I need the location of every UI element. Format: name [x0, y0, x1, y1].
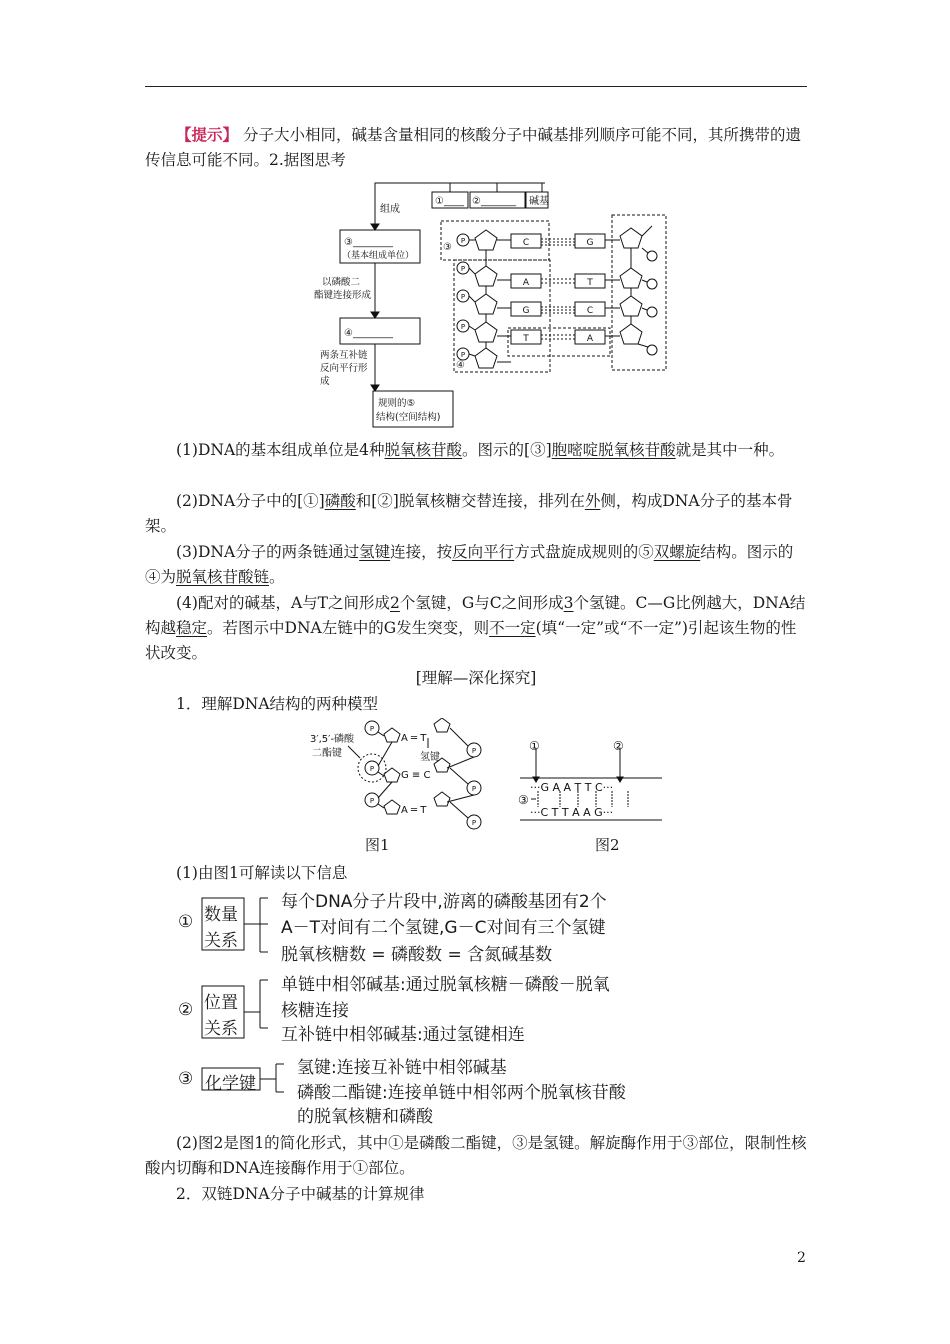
phosphate-icon: P: [460, 351, 466, 359]
answer-blank: 胞嘧啶脱氧核苷酸: [551, 441, 676, 459]
step-phospho-1: 以磷酸二: [322, 277, 361, 288]
phosphate-icon: P: [471, 819, 477, 827]
sys2-line-1: 单链中相邻碱基:通过脱氧核糖－磷酸－脱氧: [281, 975, 610, 995]
figure-1-read: (1)由图1可解读以下信息: [176, 864, 348, 882]
answer-blank: 双螺旋: [653, 543, 701, 561]
sys1-line-2: A－T对间有二个氢键,G－C对间有三个氢键: [281, 918, 606, 938]
figure-1-caption: 图1: [365, 836, 390, 854]
box-3-line-1: ③________: [344, 237, 393, 248]
step-phospho-2: 酯键连接形成: [314, 290, 372, 301]
sys3-line-3: 的脱氧核糖和磷酸: [297, 1107, 433, 1127]
left-base-c: C: [522, 238, 530, 248]
fig1-label-2: 二酯键: [312, 748, 342, 759]
phosphate-icon: P: [460, 323, 466, 331]
fig1-label-1: 3′,5′-磷酸: [310, 734, 355, 745]
fig2-mark-3: ③: [518, 793, 529, 807]
page-number: 2: [797, 1250, 806, 1266]
fig2-mark-2: ②: [613, 739, 624, 753]
fig2-top-strand: ···G A A T T C···: [530, 781, 614, 794]
step-pair-3: 成: [320, 376, 330, 387]
right-base-c: C: [586, 306, 594, 316]
answer-1: (1)DNA的基本组成单位是4种脱氧核苷酸。图示的[③]胞嘧啶脱氧核苷酸就是其中一种。: [176, 441, 785, 459]
dna-structure-figure: [300, 178, 680, 438]
phosphate-icon: P: [369, 797, 375, 805]
fig1-pair-1: A ═ T: [401, 733, 427, 744]
box-3-line-2: （基本组成单位）: [342, 251, 415, 261]
sys2-number: ②: [178, 1000, 194, 1020]
answer-blank: 脱氧核苷酸: [384, 441, 463, 459]
phosphate-icon: P: [460, 265, 466, 273]
box-1-label: ①____: [435, 196, 464, 207]
box-5-line-1: 规则的⑤: [378, 398, 416, 409]
answer-blank: 磷酸: [324, 492, 356, 510]
fig1-pair-2: G ≡ C: [401, 770, 431, 781]
box-4-label: ④________: [344, 328, 393, 339]
right-base-a: A: [586, 334, 594, 344]
arrow-compose-label: 组成: [380, 204, 400, 215]
box-2-label: ②_______: [472, 196, 516, 207]
phosphate-icon: P: [460, 237, 466, 245]
phosphate-icon: P: [369, 725, 375, 733]
left-base-t: T: [523, 334, 529, 344]
phosphate-icon: P: [471, 747, 477, 755]
phosphate-icon: P: [460, 293, 466, 301]
answer-blank: 脱氧核苷酸链: [176, 568, 270, 586]
answer-blank: 不一定: [489, 619, 536, 637]
sys2-line-3: 互补链中相邻碱基:通过氢键相连: [281, 1025, 525, 1045]
answer-blank: 稳定: [176, 619, 208, 637]
figure-2-caption: 图2: [595, 836, 620, 854]
answer-blank: 外: [584, 492, 601, 510]
phosphate-icon: P: [369, 765, 375, 773]
figure-1-dna-model: [308, 718, 498, 830]
right-base-t: T: [587, 278, 593, 288]
mark-4: ④: [456, 360, 465, 371]
box-5-line-2: 结构(空间结构): [376, 412, 441, 423]
sys3-number: ③: [178, 1069, 194, 1089]
fig1-hbond-label: 氢键: [420, 752, 440, 763]
item-1-title: 1．理解DNA结构的两种模型: [176, 695, 379, 713]
left-base-g: G: [522, 306, 530, 316]
header-rule: [145, 86, 807, 87]
figure-2-read: (2)图2是图1的简化形式，其中①是磷酸二酯键，③是氢键。解旋酶作用于③部位，限制性核酸内切酶和DNA连接酶作用于①部位。: [145, 1134, 807, 1177]
answer-3: (3)DNA分子的两条链通过氢键连接，按反向平行方式盘旋成规则的⑤双螺旋结构。图示的④为脱氧核苷酸链。: [145, 543, 794, 586]
answer-blank: 氢键: [359, 543, 391, 561]
phosphate-icon: P: [471, 785, 477, 793]
section-title: [理解—深化探究]: [415, 669, 537, 687]
answer-blank: 反向平行: [452, 543, 515, 561]
sys1-line-1: 每个DNA分子片段中,游离的磷酸基团有2个: [281, 892, 607, 912]
sys2-label-1: 位置: [204, 993, 238, 1013]
hint-text: 分子大小相同，碱基含量相同的核酸分子中碱基排列顺序可能不同，其所携带的遗传信息可能不同。: [145, 126, 801, 169]
answer-4: (4)配对的碱基，A与T之间形成2个氢键，G与C之间形成3个氢键。C—G比例越大，DNA结构越稳定。若图示中DNA左链中的G发生突变，则不一定(填“一定”或“不一定”)引起该生物的性状改变。: [145, 594, 806, 662]
right-base-g: G: [586, 238, 594, 248]
left-base-a: A: [522, 278, 530, 288]
sys1-number: ①: [178, 912, 194, 932]
answer-2: (2)DNA分子中的[①]磷酸和[②]脱氧核糖交替连接，排列在外侧，构成DNA分子的基本骨架。: [145, 492, 793, 535]
sys1-line-3: 脱氧核糖数 = 磷酸数 = 含氮碱基数: [281, 945, 553, 965]
sys1-label-2: 关系: [204, 931, 238, 951]
sys3-line-2: 磷酸二酯键:连接单链中相邻两个脱氧核苷酸: [297, 1083, 626, 1103]
item-2-title: 2．双链DNA分子中碱基的计算规律: [176, 1185, 425, 1203]
mark-3: ③: [443, 242, 452, 253]
hint-label: 【提示】: [176, 125, 239, 144]
sys1-label-1: 数量: [204, 905, 238, 925]
sys2-label-2: 关系: [204, 1019, 238, 1039]
sys3-label: 化学键: [205, 1074, 256, 1094]
answer-blank: 3: [563, 594, 574, 612]
hint-paragraph: [145, 122, 807, 173]
fig2-mark-1: ①: [529, 739, 540, 753]
step-pair-1: 两条互补链: [320, 350, 368, 361]
sys2-line-2: 核糖连接: [281, 1001, 349, 1021]
figure-2-dna-model: [516, 736, 666, 828]
question-2-heading: 2.据图思考: [269, 151, 346, 169]
fig1-pair-3: A ═ T: [401, 805, 427, 816]
step-pair-2: 反向平行形: [320, 363, 368, 374]
answer-blank: 2: [390, 594, 400, 612]
fig2-bottom-strand: ···C T T A A G···: [530, 806, 614, 819]
sys3-line-1: 氢键:连接互补链中相邻碱基: [297, 1058, 507, 1078]
box-base-label: 碱基: [529, 196, 549, 207]
